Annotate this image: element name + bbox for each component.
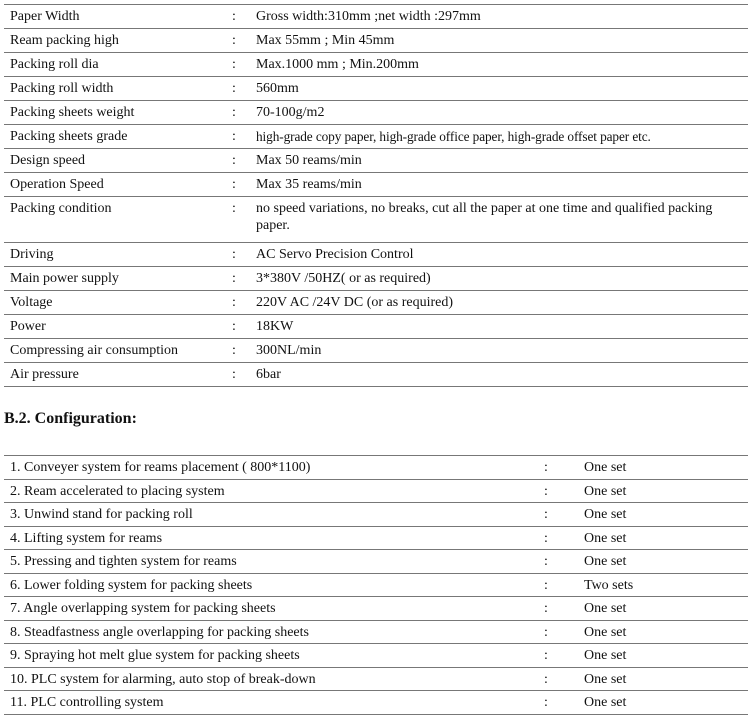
config-colon: :	[540, 620, 584, 644]
spec-colon: :	[230, 5, 256, 29]
config-item: 6. Lower folding system for packing sheets	[4, 573, 540, 597]
config-row	[4, 644, 748, 668]
spec-label: Packing sheets weight	[4, 101, 230, 125]
spec-colon: :	[230, 29, 256, 53]
spec-value: Gross width:310mm ;net width :297mm	[256, 5, 748, 29]
spec-row	[4, 149, 748, 173]
config-row	[4, 573, 748, 597]
spec-row	[4, 29, 748, 53]
config-colon: :	[540, 644, 584, 668]
config-item: 5. Pressing and tighten system for reams	[4, 550, 540, 574]
config-qty: One set	[584, 620, 748, 644]
config-qty: One set	[584, 456, 748, 480]
spec-label: Packing roll width	[4, 77, 230, 101]
spec-colon: :	[230, 101, 256, 125]
config-qty: One set	[584, 691, 748, 715]
spec-label: Paper Width	[4, 5, 230, 29]
spec-label: Packing condition	[4, 197, 230, 243]
spec-value: Max.1000 mm ; Min.200mm	[256, 53, 748, 77]
config-row	[4, 503, 748, 527]
spec-label: Packing sheets grade	[4, 125, 230, 149]
spec-value: high-grade copy paper, high-grade office paper, high-grade offset paper etc.	[256, 125, 748, 149]
spec-row	[4, 125, 748, 149]
spec-label: Power	[4, 315, 230, 339]
spec-label: Ream packing high	[4, 29, 230, 53]
config-qty: Two sets	[584, 573, 748, 597]
spec-value: 6bar	[256, 363, 748, 387]
config-qty: One set	[584, 503, 748, 527]
config-colon: :	[540, 691, 584, 715]
config-row	[4, 691, 748, 715]
configuration-table	[4, 455, 748, 715]
spec-value: 3*380V /50HZ( or as required)	[256, 267, 748, 291]
spec-colon: :	[230, 125, 256, 149]
config-item: 7. Angle overlapping system for packing sheets	[4, 597, 540, 621]
spec-colon: :	[230, 53, 256, 77]
spec-label: Air pressure	[4, 363, 230, 387]
spec-colon: :	[230, 291, 256, 315]
spec-row	[4, 291, 748, 315]
config-item: 3. Unwind stand for packing roll	[4, 503, 540, 527]
spec-row	[4, 53, 748, 77]
config-colon: :	[540, 667, 584, 691]
spec-colon: :	[230, 243, 256, 267]
spec-row	[4, 315, 748, 339]
config-row	[4, 526, 748, 550]
config-item: 11. PLC controlling system	[4, 691, 540, 715]
spec-value: 70-100g/m2	[256, 101, 748, 125]
spec-value: 560mm	[256, 77, 748, 101]
spec-row	[4, 363, 748, 387]
spec-row	[4, 197, 748, 243]
spec-value: 18KW	[256, 315, 748, 339]
config-colon: :	[540, 550, 584, 574]
config-colon: :	[540, 456, 584, 480]
spec-colon: :	[230, 315, 256, 339]
spec-row	[4, 339, 748, 363]
config-row	[4, 550, 748, 574]
spec-label: Driving	[4, 243, 230, 267]
spec-row	[4, 267, 748, 291]
spec-value: 220V AC /24V DC (or as required)	[256, 291, 748, 315]
specifications-table	[4, 4, 748, 387]
config-qty: One set	[584, 479, 748, 503]
spec-label: Compressing air consumption	[4, 339, 230, 363]
spec-row	[4, 173, 748, 197]
config-qty: One set	[584, 597, 748, 621]
spec-row	[4, 77, 748, 101]
config-qty: One set	[584, 667, 748, 691]
config-colon: :	[540, 503, 584, 527]
config-qty: One set	[584, 644, 748, 668]
config-row	[4, 667, 748, 691]
config-row	[4, 620, 748, 644]
config-item: 10. PLC system for alarming, auto stop of break-down	[4, 667, 540, 691]
spec-label: Voltage	[4, 291, 230, 315]
spec-row	[4, 101, 748, 125]
config-row	[4, 456, 748, 480]
spec-value: AC Servo Precision Control	[256, 243, 748, 267]
config-item: 1. Conveyer system for reams placement ( 800*1100)	[4, 456, 540, 480]
config-item: 4. Lifting system for reams	[4, 526, 540, 550]
spec-value: Max 35 reams/min	[256, 173, 748, 197]
spec-value: no speed variations, no breaks, cut all the paper at one time and qualified packing paper.	[256, 197, 748, 243]
spec-colon: :	[230, 339, 256, 363]
spec-colon: :	[230, 173, 256, 197]
config-qty: One set	[584, 550, 748, 574]
spec-colon: :	[230, 197, 256, 243]
config-colon: :	[540, 479, 584, 503]
spec-colon: :	[230, 363, 256, 387]
spec-colon: :	[230, 267, 256, 291]
spec-row	[4, 243, 748, 267]
spec-colon: :	[230, 77, 256, 101]
spec-label: Packing roll dia	[4, 53, 230, 77]
config-row	[4, 479, 748, 503]
spec-label: Main power supply	[4, 267, 230, 291]
spec-value: Max 55mm ; Min 45mm	[256, 29, 748, 53]
config-colon: :	[540, 573, 584, 597]
configuration-heading: B.2. Configuration:	[4, 410, 137, 427]
config-row	[4, 597, 748, 621]
config-item: 9. Spraying hot melt glue system for packing sheets	[4, 644, 540, 668]
config-item: 2. Ream accelerated to placing system	[4, 479, 540, 503]
config-colon: :	[540, 597, 584, 621]
config-colon: :	[540, 526, 584, 550]
config-qty: One set	[584, 526, 748, 550]
spec-value: Max 50 reams/min	[256, 149, 748, 173]
config-item: 8. Steadfastness angle overlapping for packing sheets	[4, 620, 540, 644]
spec-label: Operation Speed	[4, 173, 230, 197]
spec-value: 300NL/min	[256, 339, 748, 363]
spec-colon: :	[230, 149, 256, 173]
spec-label: Design speed	[4, 149, 230, 173]
spec-row	[4, 5, 748, 29]
